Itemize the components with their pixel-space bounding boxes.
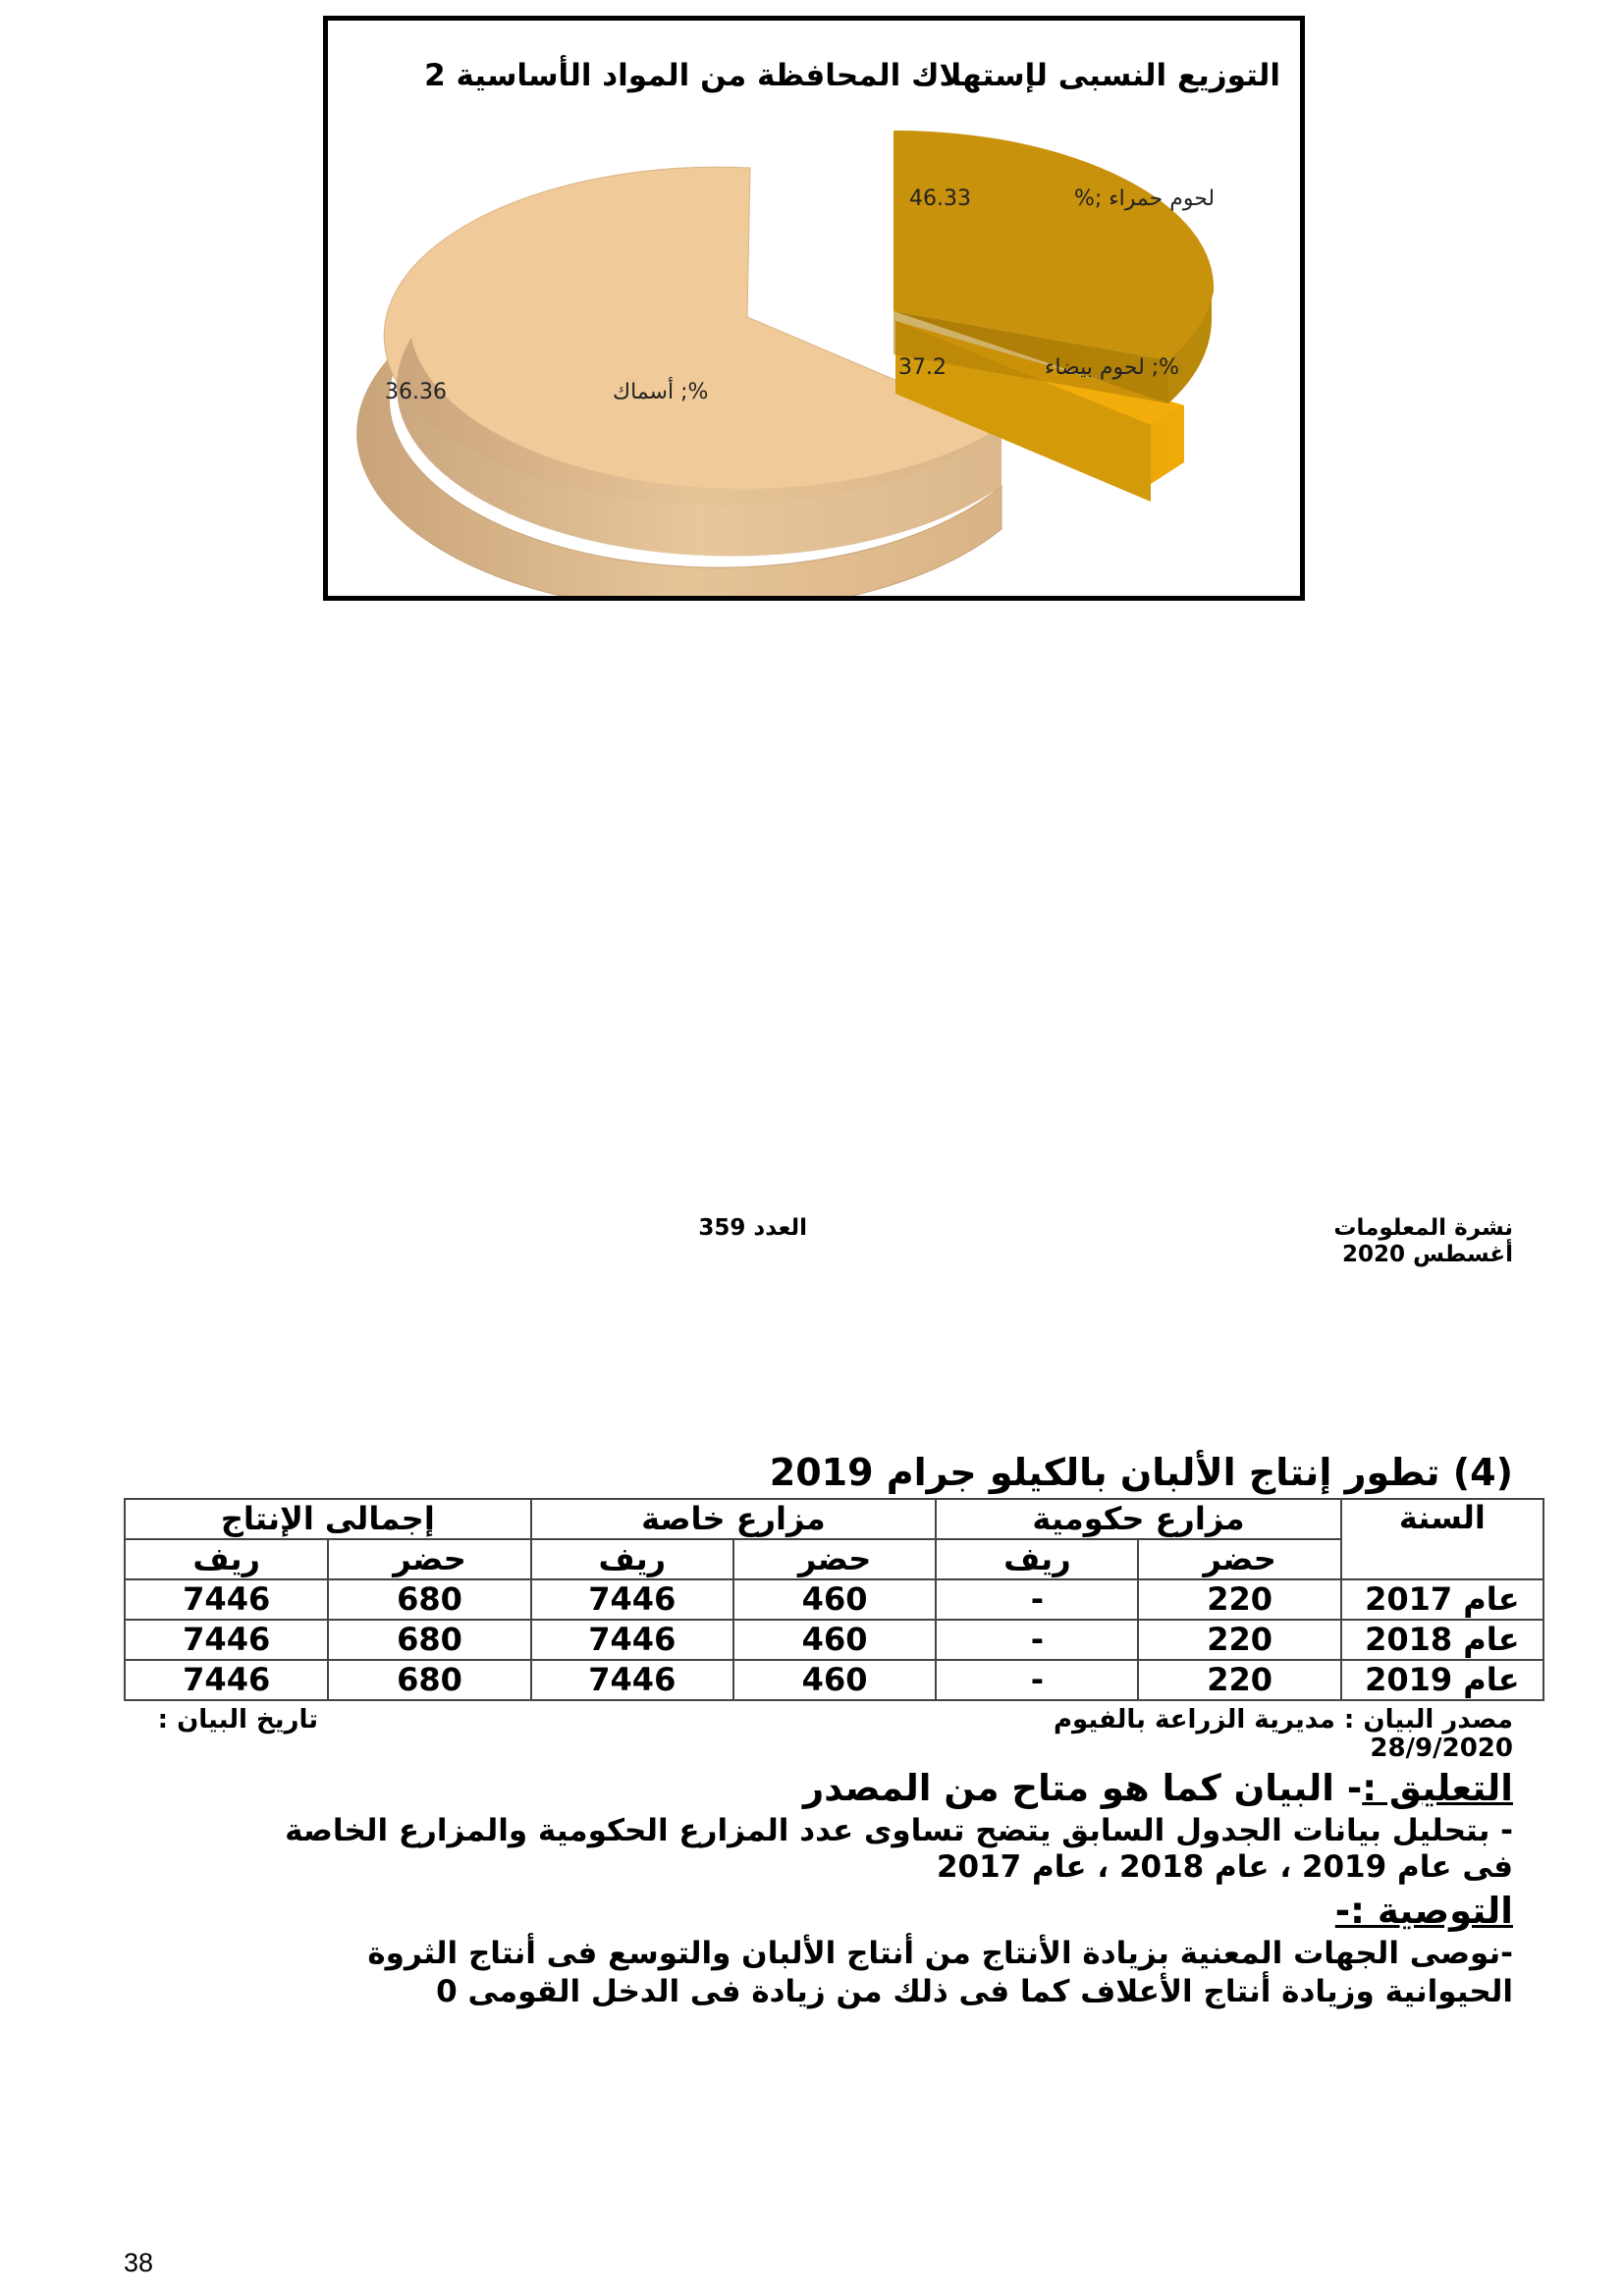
milk-production-table — [124, 1498, 1544, 1701]
table-row — [125, 1660, 1543, 1700]
slice-label-white-meat-value: 37.2 — [898, 355, 947, 380]
table-cell: 7446 — [531, 1660, 733, 1700]
row-year: عام 2019 — [1341, 1660, 1543, 1700]
table-cell: 7446 — [125, 1660, 328, 1700]
table-cell: 680 — [328, 1620, 530, 1660]
issue-month: أغسطس 2020 — [1342, 1242, 1513, 1267]
table-cell: 7446 — [125, 1620, 328, 1660]
table-cell: 680 — [328, 1579, 530, 1620]
table-cell: 680 — [328, 1660, 530, 1700]
row-year: عام 2017 — [1341, 1579, 1543, 1620]
chart-title: التوزيع النسبى لإستهلاك المحافظة من المواد الأساسية 2 — [424, 58, 1280, 93]
recommendation-line-1: -نوصى الجهات المعنية بزيادة الأنتاج من أنتاج الألبان والتوسع فى أنتاج الثروة — [367, 1936, 1513, 1971]
table-cell: - — [936, 1579, 1138, 1620]
issue-number: العدد 359 — [698, 1215, 807, 1241]
comment-line-1: - بتحليل بيانات الجدول السابق يتضح تساوى عدد المزارع الحكومية والمزارع الخاصة — [285, 1813, 1513, 1848]
data-date-label: تاريخ البيان : — [157, 1705, 318, 1735]
subheader-urban: حضر — [328, 1539, 530, 1579]
table-cell: 460 — [733, 1579, 936, 1620]
table-cell: 7446 — [531, 1620, 733, 1660]
table-subheader-row — [125, 1539, 1543, 1579]
slice-label-fish-value: 36.36 — [385, 380, 447, 404]
subheader-rural: ريف — [125, 1539, 328, 1579]
subheader-urban: حضر — [733, 1539, 936, 1579]
table-header-row — [125, 1499, 1543, 1539]
table-cell: - — [936, 1620, 1138, 1660]
table-cell: 7446 — [125, 1579, 328, 1620]
pie-chart-frame — [323, 16, 1305, 601]
slice-label-fish-name: أسماك ;% — [613, 380, 709, 404]
page-number: 38 — [124, 2248, 154, 2277]
subheader-rural: ريف — [531, 1539, 733, 1579]
bulletin-name: نشرة المعلومات — [1333, 1215, 1513, 1241]
table-cell: 220 — [1138, 1579, 1340, 1620]
group-header-government: مزارع حكومية — [936, 1499, 1341, 1539]
comment-heading: التعليق : — [1362, 1767, 1513, 1809]
subheader-urban: حضر — [1138, 1539, 1340, 1579]
recommendation-line-2: الحيوانية وزيادة أنتاج الأعلاف كما فى ذلك من زيادة فى الدخل القومى 0 — [436, 1974, 1513, 2009]
table-row — [125, 1579, 1543, 1620]
subheader-rural: ريف — [936, 1539, 1138, 1579]
year-header: السنة — [1341, 1499, 1543, 1579]
pie-chart — [328, 21, 1300, 596]
group-header-total: إجمالى الإنتاج — [125, 1499, 531, 1539]
data-source: مصدر البيان : مديرية الزراعة بالفيوم — [1053, 1705, 1513, 1735]
slice-label-red-meat-value: 46.33 — [909, 187, 971, 211]
comment-heading-line — [803, 1767, 1513, 1809]
comment-heading-rest: - البيان كما هو متاح من المصدر — [802, 1767, 1363, 1809]
recommendation-heading: التوصية :- — [1334, 1890, 1513, 1932]
table-cell: 460 — [733, 1620, 936, 1660]
slice-label-white-meat-name: لحوم بيضاء ;% — [1045, 355, 1180, 380]
table-cell: 220 — [1138, 1660, 1340, 1700]
slice-label-red-meat-name: لحوم حمراء ;% — [1074, 187, 1216, 211]
table-cell: 220 — [1138, 1620, 1340, 1660]
table-row — [125, 1620, 1543, 1660]
group-header-private: مزارع خاصة — [531, 1499, 937, 1539]
table-cell: 7446 — [531, 1579, 733, 1620]
table-cell: 460 — [733, 1660, 936, 1700]
table-title: (4) تطور إنتاج الألبان بالكيلو جرام 2019 — [769, 1451, 1513, 1494]
comment-line-2: فى عام 2019 ، عام 2018 ، عام 2017 — [936, 1849, 1513, 1885]
data-date: 28/9/2020 — [1370, 1734, 1513, 1763]
table-cell: - — [936, 1660, 1138, 1700]
row-year: عام 2018 — [1341, 1620, 1543, 1660]
